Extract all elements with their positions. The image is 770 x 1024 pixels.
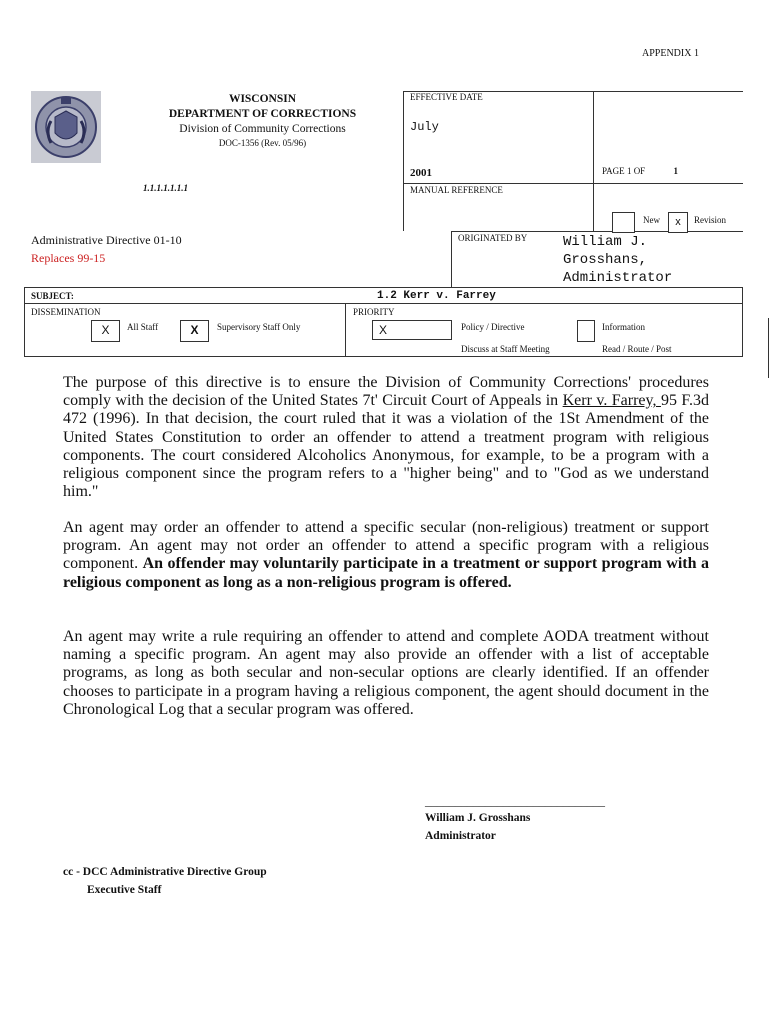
supervisory-staff-checkbox[interactable]: X [180,320,209,342]
priority-label: PRIORITY [353,307,395,317]
effective-date-label: EFFECTIVE DATE [410,92,483,102]
agency-header [160,92,365,150]
division-name: Division of Community Corrections [179,123,346,135]
page-number: 1 [626,166,632,176]
manual-reference-label: MANUAL REFERENCE [410,185,503,195]
all-staff-checkbox[interactable]: X [91,320,120,342]
policy-directive-label: Policy / Directive [461,322,525,332]
body-paragraph-3: An agent may write a rule requiring an offender to attend and complete AODA treatment without naming a specific program. An agent may also provide an offender with a list of acceptable programs, as long as both secular and non-secular options are clearly identified. If an offender chooses to participate in a program having a religious component, the agent should document in the Chronological Log that a secular program was offered. [63,628,709,718]
replaces-directive: Replaces 99-15 [31,251,106,265]
case-citation: Kerr v. Farrey, [562,392,661,410]
supervisory-staff-label: Supervisory Staff Only [217,322,301,332]
appendix-label: APPENDIX 1 [642,48,699,59]
signatory-title: Administrator [425,830,496,842]
cc-line-2: Executive Staff [87,884,162,896]
new-label: New [643,215,660,225]
originated-by-value: William J. Grosshans, Administrator [563,234,673,286]
subject-value: 1.2 Kerr v. Farrey [377,290,496,302]
effective-date-month: July [410,120,439,134]
information-label: Information [602,322,645,332]
directive-title: Administrative Directive 01-10 [31,233,182,247]
read-route-post-label: Read / Route / Post [602,344,672,354]
page-of-label: OF [633,166,646,176]
effective-date-year: 2001 [410,167,432,179]
discuss-meeting-label: Discuss at Staff Meeting [461,344,550,354]
revision-label: Revision [694,215,727,225]
subject-label: SUBJECT: [31,291,74,301]
body-paragraph-1: The purpose of this directive is to ensure the Division of Community Corrections' procedures comply with the decision of the United States 7t' Circuit Court of Appeals in Kerr v. Farrey, 95 F.3d 472 (1996). In that decision, the court ruled that it was a violation of the 1St Amendment of the United States Constitution to order an offender to attend a treatment program with religious components. The court considered Alcoholics Anonymous, for example, to be a program with a religious component since the program refers to a "higher being" and to "God as we understand him." [63,374,709,501]
outline-number: 1.1.1.1.1.1.1 [143,183,188,193]
signature-line: ______________________________ [425,794,605,808]
dissemination-label: DISSEMINATION [31,307,101,317]
state-seal-icon [31,91,101,163]
cc-line-1: cc - DCC Administrative Directive Group [63,866,267,878]
form-id: DOC-1356 (Rev. 05/96) [218,138,307,148]
page-label: PAGE [602,166,625,176]
page-total: 1 [673,166,678,176]
new-checkbox[interactable] [612,212,635,233]
all-staff-label: All Staff [127,322,159,332]
information-checkbox[interactable] [577,320,595,342]
page-indicator [602,166,678,176]
body-paragraph-2: An agent may order an offender to attend a specific secular (non-religious) treatment or support program. An agent may not order an offender to attend a specific program with a religious component. An offender may voluntarily participate in a treatment or support program with a religious component as long as a non-religious program is offered. [63,519,710,591]
policy-directive-checkbox[interactable]: X [372,320,452,340]
revision-checkbox[interactable]: x [668,212,688,233]
department-name: DEPARTMENT OF CORRECTIONS [168,108,357,120]
voluntary-participation-statement: An offender may voluntarily participate in a treatment or support program with a religious component as long as a non-religious program is offered. [63,555,710,591]
agency-name: WISCONSIN [228,93,297,105]
signatory-name: William J. Grosshans [425,812,531,824]
originated-by-label: ORIGINATED BY [458,233,528,243]
